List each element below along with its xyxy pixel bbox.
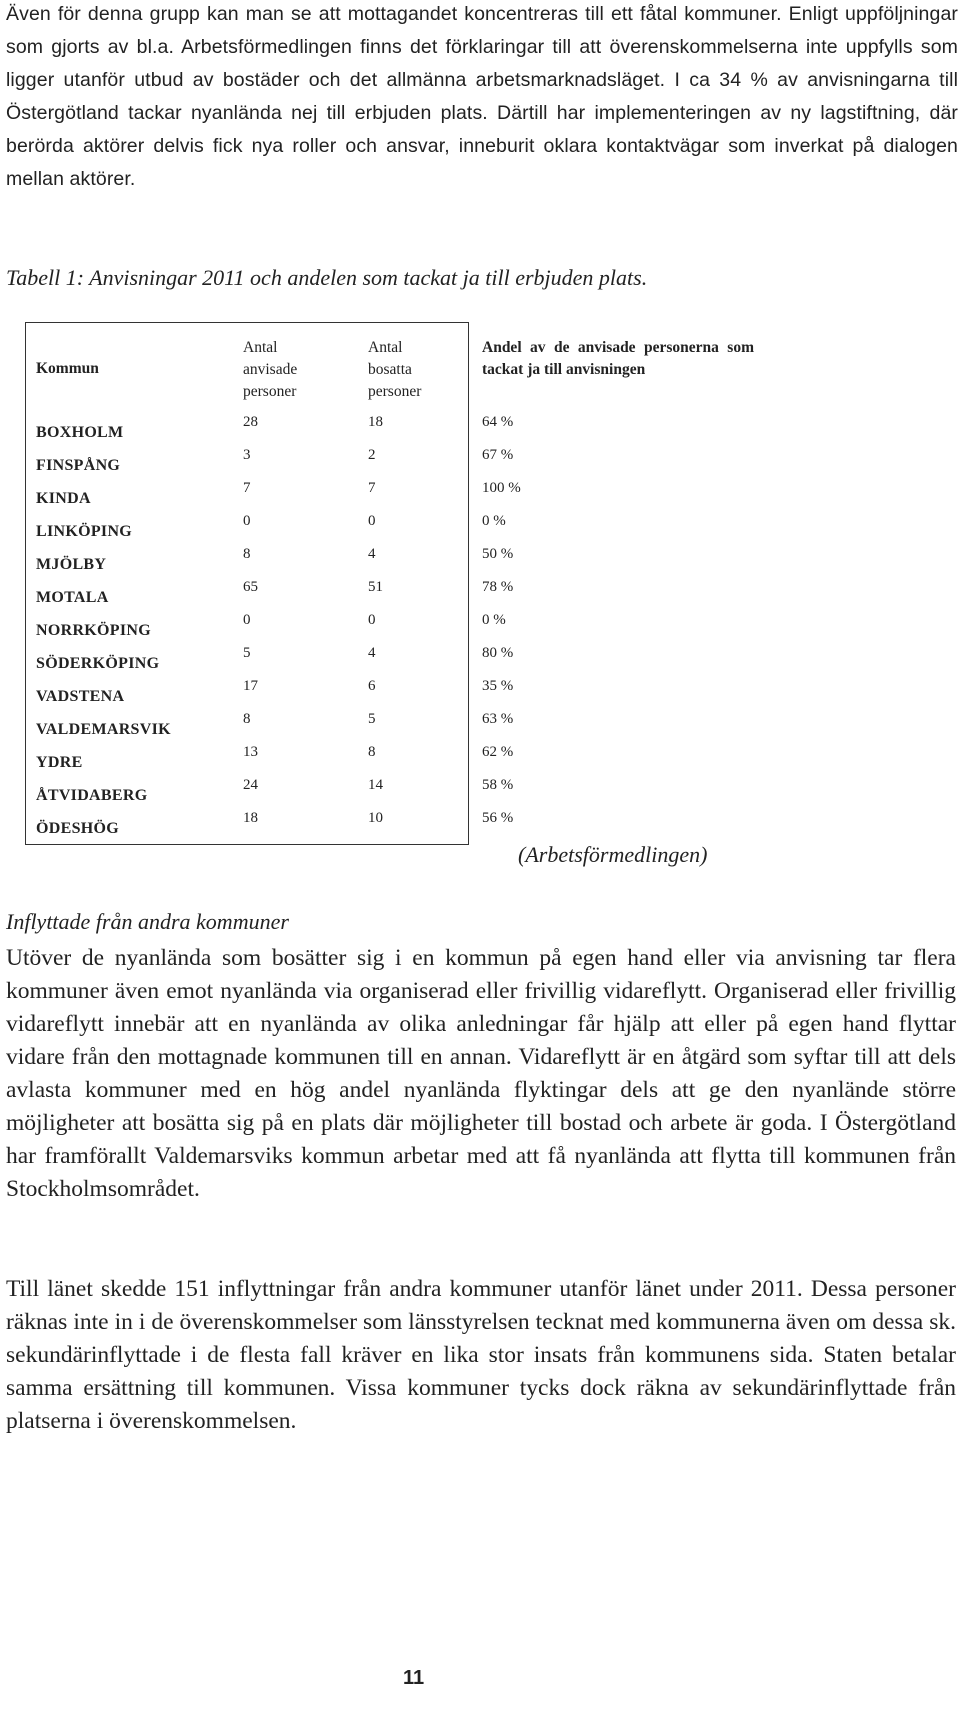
cell-kommun: SÖDERKÖPING	[36, 655, 160, 672]
cell-andel: 35 %	[482, 678, 514, 694]
cell-anvisade: 0	[243, 513, 251, 529]
cell-anvisade: 13	[243, 744, 258, 760]
cell-bosatta: 14	[368, 777, 383, 793]
cell-anvisade: 18	[243, 810, 258, 826]
table-row	[0, 678, 960, 711]
cell-anvisade: 8	[243, 711, 251, 727]
cell-anvisade: 3	[243, 447, 251, 463]
cell-bosatta: 4	[368, 546, 376, 562]
cell-anvisade: 17	[243, 678, 258, 694]
table-row	[0, 546, 960, 579]
cell-kommun: VALDEMARSVIK	[36, 721, 171, 738]
cell-kommun: YDRE	[36, 754, 83, 771]
cell-bosatta: 6	[368, 678, 376, 694]
cell-bosatta: 2	[368, 447, 376, 463]
section-paragraph-2: Till länet skedde 151 inflyttningar från andra kommuner utanför länet under 2011. Dessa personer räknas inte in i de överenskommelser som länsstyrelsen tecknat med kommunerna även om dessa sk. sekundärinflyttade i de flesta fall kräver en lika stor insats från kommunens sida. Staten betalar samma ersättning till kommunen. Vissa kommuner tycks dock räkna av sekundärinflyttade från platserna i överenskommelsen.	[6, 1276, 956, 1434]
cell-andel: 0 %	[482, 612, 506, 628]
cell-bosatta: 4	[368, 645, 376, 661]
cell-kommun: FINSPÅNG	[36, 457, 121, 474]
table-row	[0, 810, 960, 843]
cell-andel: 100 %	[482, 480, 521, 496]
cell-anvisade: 7	[243, 480, 251, 496]
table-row	[0, 513, 960, 546]
table-row	[0, 480, 960, 513]
section-heading: Inflyttade från andra kommuner	[6, 909, 289, 934]
table-caption: Tabell 1: Anvisningar 2011 och andelen som tackat ja till erbjuden plats.	[6, 265, 648, 290]
cell-andel: 0 %	[482, 513, 506, 529]
cell-kommun: MOTALA	[36, 589, 109, 606]
table-row	[0, 447, 960, 480]
cell-andel: 50 %	[482, 546, 514, 562]
table-row	[0, 612, 960, 645]
cell-anvisade: 8	[243, 546, 251, 562]
header-bosatta: Antal bosatta personer	[368, 339, 422, 400]
cell-andel: 56 %	[482, 810, 514, 826]
cell-kommun: MJÖLBY	[36, 556, 107, 573]
cell-kommun: NORRKÖPING	[36, 622, 151, 639]
page-number: 11	[403, 1667, 425, 1689]
cell-kommun: VADSTENA	[36, 688, 125, 705]
header-andel: Andel av de anvisade personerna som tackat ja till anvisningen	[482, 339, 754, 378]
table-row	[0, 744, 960, 777]
header-anvisade: Antal anvisade personer	[243, 339, 298, 400]
cell-bosatta: 18	[368, 414, 383, 430]
cell-anvisade: 5	[243, 645, 251, 661]
cell-bosatta: 0	[368, 513, 376, 529]
cell-kommun: ÖDESHÖG	[36, 820, 120, 837]
section-paragraph-1: Utöver de nyanlända som bosätter sig i en kommun på egen hand eller via anvisning tar flera kommuner även emot nyanlända via organiserad eller frivillig vidareflytt. Organiserad eller frivillig vidareflytt innebär att en nyanlända av olika anledningar får hjälp att eller på egen hand flyttar vidare från den mottagnade kommunen till en annan. Vidareflytt är en åtgärd som syftar till att dels avlasta kommuner med en hög andel nyanlända flyktingar dels att ge den nyanlände större möjligheter att bosätta sig på en plats där möjligheter till bostad och arbete är goda. I Östergötland har framförallt Valdemarsviks kommun arbetar med att få nyanlända att flytta till kommunen från Stockholmsområdet.	[6, 945, 956, 1202]
table-row	[0, 711, 960, 744]
cell-andel: 58 %	[482, 777, 514, 793]
cell-andel: 67 %	[482, 447, 514, 463]
cell-andel: 78 %	[482, 579, 514, 595]
header-kommun: Kommun	[36, 360, 99, 377]
cell-bosatta: 7	[368, 480, 376, 496]
cell-bosatta: 5	[368, 711, 376, 727]
cell-kommun: LINKÖPING	[36, 523, 133, 540]
cell-kommun: ÅTVIDABERG	[36, 787, 148, 804]
cell-andel: 80 %	[482, 645, 514, 661]
cell-bosatta: 51	[368, 579, 383, 595]
cell-bosatta: 0	[368, 612, 376, 628]
cell-bosatta: 10	[368, 810, 383, 826]
cell-kommun: BOXHOLM	[36, 424, 124, 441]
table-source: (Arbetsförmedlingen)	[518, 842, 708, 867]
table-row	[0, 645, 960, 678]
cell-bosatta: 8	[368, 744, 376, 760]
cell-andel: 64 %	[482, 414, 514, 430]
cell-anvisade: 0	[243, 612, 251, 628]
table-row	[0, 579, 960, 612]
cell-anvisade: 24	[243, 777, 258, 793]
cell-andel: 62 %	[482, 744, 514, 760]
cell-andel: 63 %	[482, 711, 514, 727]
cell-anvisade: 65	[243, 579, 258, 595]
cell-kommun: KINDA	[36, 490, 91, 507]
table-row	[0, 777, 960, 810]
cell-anvisade: 28	[243, 414, 258, 430]
table-row	[0, 414, 960, 447]
intro-paragraph: Även för denna grupp kan man se att mottagandet koncentreras till ett fåtal kommuner. Enligt uppföljningar som gjorts av bl.a. Arbetsförmedlingen finns det förklaringar till att överenskommelserna inte uppfylls som ligger utanför utbud av bostäder och det allmänna arbetsmarknadsläget. I ca 34 % av anvisningarna till Östergötland tackar nyanlända nej till erbjuden plats. Därtill har implementeringen av ny lagstiftning, där berörda aktörer delvis fick nya roller och ansvar, inneburit oklara kontaktvägar som inverkat på dialogen mellan aktörer.	[6, 3, 958, 190]
